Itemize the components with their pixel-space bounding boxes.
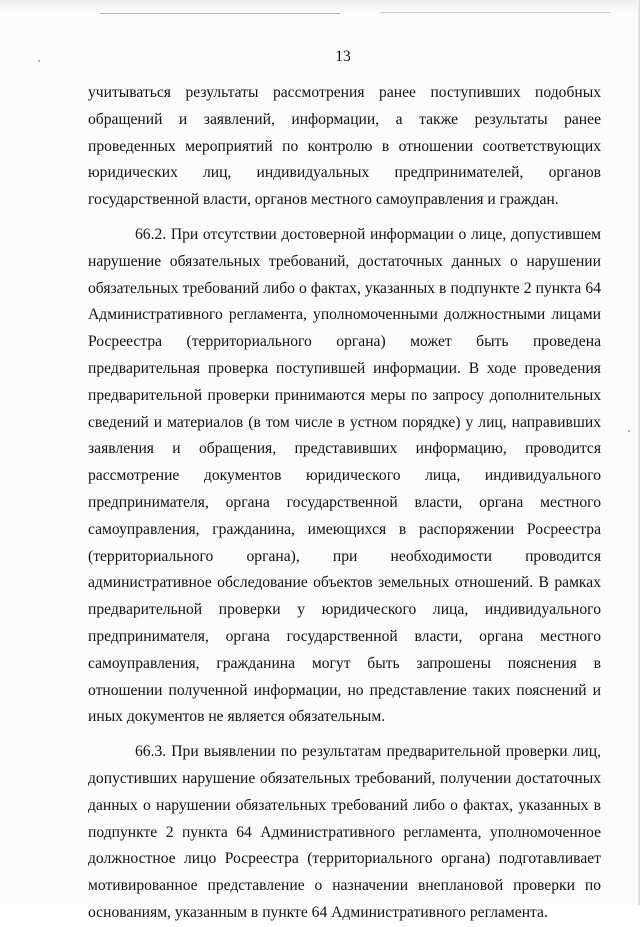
body-text — [88, 80, 601, 927]
scan-artifact-line — [380, 12, 610, 13]
page-number: 13 — [335, 48, 351, 65]
paragraph-continuation: учитываться результаты рассмотрения ранее поступивших подобных обращений и заявлений, информации, а также результаты ранее проведенных мероприятий по контролю в отношении соответствующих юридических лиц, индивидуальных предпринимателей, органов государственной власти, органов местного самоуправления и граждан. — [88, 84, 601, 209]
scan-top-edge — [0, 0, 640, 12]
scan-speck — [628, 430, 630, 432]
scan-artifact-line — [100, 13, 340, 14]
paragraph-66-2: 66.2. При отсутствии достоверной информации о лице, допустившем нарушение обязательных требований, достаточных данных о нарушении обязательных требований либо о фактах, указанных в подпункте 2 пункта 64 Административного регламента, уполномоченными должностными лицами Росреестра (территориального органа) может быть проведена предварительная проверка поступившей информации. В ходе проведения предварительной проверки принимаются меры по запросу дополнительных сведений и материалов (в том числе в устном порядке) у лиц, направивших заявления и обращения, представивших информацию, проводится рассмотрение документов юридического лица, индивидуального предпринимателя, органа государственной власти, органа местного самоуправления, гражданина, имеющихся в распоряжении Росреестра (территориального органа), при необходимости проводится административное обследование объектов земельных отношений. В рамках предварительной проверки у юридического лица, индивидуального предпринимателя, органа государственной власти, органа местного самоуправления, гражданина могут быть запрошены пояснения в отношении полученной информации, но представление таких пояснений и иных документов не является обязательным. — [88, 225, 601, 726]
paragraph-66-3: 66.3. При выявлении по результатам предварительной проверки лиц, допустивших нарушение обязательных требований, получении достаточных данных о нарушении обязательных требований либо о фактах, указанных в подпункте 2 пункта 64 Административного регламента, уполномоченное должностное лицо Росреестра (территориального органа) подготавливает мотивированное представление о назначении внеплановой проверки по основаниям, указанным в пункте 64 Административного регламента. — [88, 743, 601, 921]
